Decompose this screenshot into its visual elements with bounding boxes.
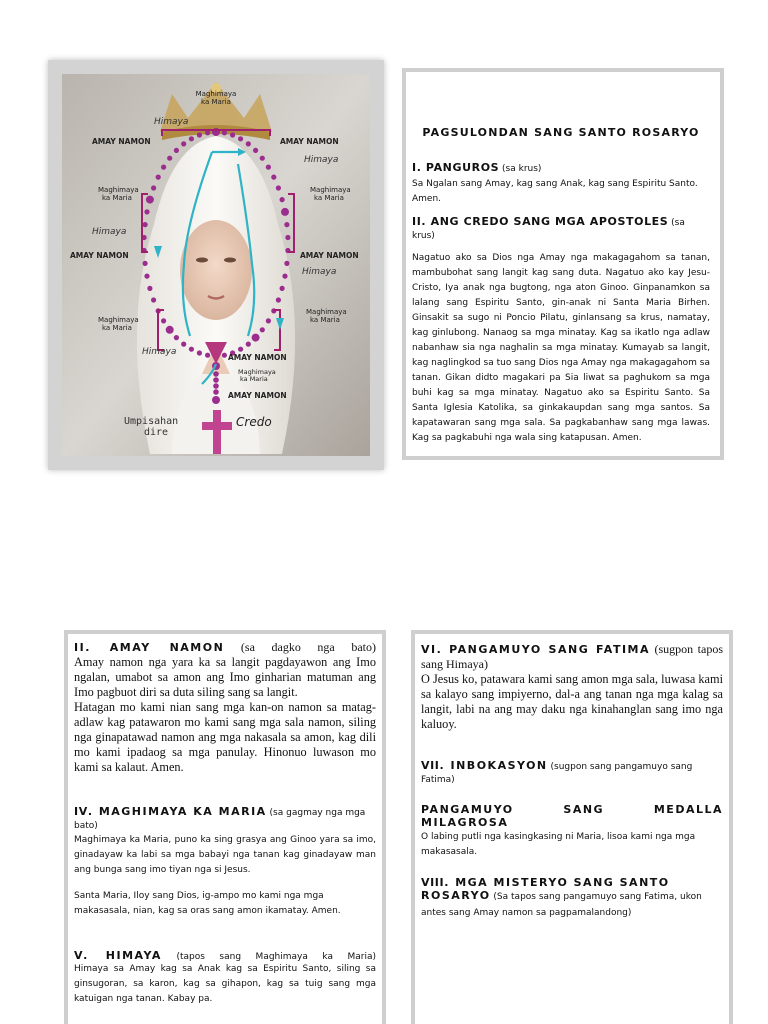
label-himaya-3: Himaya [92,227,127,237]
small-bead [271,175,276,180]
label-maghimaya-right: Maghimaya [310,186,351,194]
section-number: V [74,949,84,962]
large-bead [166,326,174,334]
tail-bead [213,383,219,389]
label-himaya-4: Himaya [302,267,337,277]
small-bead [260,156,265,161]
small-bead [144,209,149,214]
label-amay-namon-tail-1: AMAY NAMON [228,353,287,362]
label-amay-namon-right-1: AMAY NAMON [280,137,339,146]
small-bead [167,156,172,161]
label-amay-namon-right-2: AMAY NAMON [300,251,359,260]
right-eye-icon [224,258,236,263]
section-number: IV [74,805,88,818]
label-ka-maria-left: ka Maria [102,194,132,202]
tail-bead [213,377,219,383]
small-bead [151,185,156,190]
small-bead [276,297,281,302]
section-note: (sa krus) [412,218,685,241]
label-himaya-5: Himaya [142,347,177,357]
small-bead [205,353,210,358]
section-note: (sugpon tapos sang Himaya) [421,642,723,671]
small-bead [156,175,161,180]
section-medalla-heading: PANGAMUYO SANG MEDALLA MILAGROSA [421,803,723,829]
tail-bead [213,389,219,395]
prayers-panel-left [64,630,386,1024]
section-inbokasyon-heading [421,759,723,785]
section-title: . PANGUROS [416,161,500,174]
label-ka-maria-left-2: ka Maria [102,324,132,332]
label-maghimaya-left: Maghimaya [98,186,139,194]
section-note: (sa dagko nga bato) [224,640,376,654]
section-credo-heading [412,215,710,241]
section-title: . INBOKASYON [439,759,548,772]
tail-bead [213,371,219,377]
small-bead [230,132,235,137]
section-note: (sa krus) [499,164,542,174]
section-panguros-heading [412,161,710,174]
section-number: II [412,215,422,228]
large-bead [281,208,289,216]
section-number: VI [421,643,437,656]
section-credo-text: Nagatuo ako sa Dios nga Amay nga makagagahom sa tanan, mambubohat sang langit kag sang duta. Nagatuo ako kay Jesu-Cristo, Iya anak nga bugtong, nga aton Ginoo. Ginpanamkon sa lalang sang Espiritu Santo, gin-anak ni Santa Maria Birhen. Ginsakit sa sugo ni Poncio Pilatu, ginlansang sa krus, namatay, kag ginlubong. Nanaog sa mga minatay. Kag sa ikatlo nga adlaw nabanhaw sia nga naghalin sa mga minatay. Kumayab sa langit, kag naglingkod sa tuo sang Dios nga Amay nga makagagahom sa tanan. Gikan didto magakari pa Sia liwat sa paghukom sa mga buhi kag sa mga minatay. Nagatuo ako sa Espiritu Santo. Sa Santa Iglesia Katolika, sa ginkakaupdan sang mga santos. Sa kapatawaran sang mga sala. Sa pagkabanhaw sang mga lawas. Kag sa pagkabuhi nga wala sing katapusan. Amen. [412,253,710,443]
section-title: . ANG CREDO SANG MGA APOSTOLES [421,215,669,228]
section-title: . MAGHIMAYA KA MARIA [87,805,267,818]
small-bead [143,222,148,227]
small-bead [238,347,243,352]
section-title: . HIMAYA [83,949,162,962]
label-amay-namon-tail-2: AMAY NAMON [228,391,287,400]
face [180,220,252,320]
section-note: (Sa tapos sang pangamuyo sang Fatima, ukon antes sang Amay namon sa pagpamalandong) [421,892,702,918]
small-bead [144,274,149,279]
label-maghimaya-left-2: Maghimaya [98,316,139,324]
section-maghimaya-text-2: Santa Maria, Iloy sang Dios, ig-ampo mo kami nga mga makasasala, nian, kag sa oras sang amon ikamatay. Amen. [74,891,341,916]
small-bead [151,297,156,302]
small-bead [189,136,194,141]
small-bead [174,335,179,340]
label-maghimaya-tail: Maghimaya [238,368,276,376]
section-misteryo-heading [421,876,723,921]
label-ka-maria-top: ka Maria [201,98,231,106]
section-fatima-heading [421,642,723,672]
small-bead [253,148,258,153]
small-bead [197,350,202,355]
small-bead [284,222,289,227]
label-credo: Credo [236,415,272,429]
section-maghimaya-heading [74,805,376,831]
section-title: . PANGAMUYO SANG FATIMA [436,643,651,656]
rosary-guide-image [62,74,370,456]
small-bead [280,197,285,202]
small-bead [161,165,166,170]
small-bead [174,148,179,153]
small-bead [246,342,251,347]
rosary-guide-panel [402,68,724,460]
small-bead [197,132,202,137]
label-umpisahan: Umpisahan [124,416,179,427]
label-amay-namon-left-2: AMAY NAMON [70,251,129,260]
section-amay-namon-text-2: Hatagan mo kami nian sang mga kan-on namon sa matag-adlaw kag patawaron mo kami sang mga sala namon, siling nga ginapatawad namon ang mga nakasala sa amon, kag dili mo kami ipadaog sa mga panulay. Hinonuo luwason mo kami sa kalaut. Amen. [74,700,376,774]
small-bead [161,318,166,323]
section-note: (tapos sang Maghimaya ka Maria) [161,952,376,962]
tail-bead [212,396,220,404]
rosary-image-frame [48,60,384,470]
label-amay-namon-left-1: AMAY NAMON [92,137,151,146]
left-eye-icon [196,258,208,263]
label-dire: dire [144,427,169,438]
small-bead [143,261,148,266]
small-bead [276,185,281,190]
label-himaya-1: Himaya [154,117,189,127]
small-bead [246,141,251,146]
small-bead [266,165,271,170]
small-bead [147,286,152,291]
small-bead [284,261,289,266]
section-amay-namon-text-1: Amay namon nga yara ka sa langit pagdayawon ang Imo ngalan, umabot sa amon ang Imo ginharian matuman ang Imo pagbuot diri sa duta siling sang sa langit. [74,655,376,699]
section-title: . AMAY NAMON [85,641,225,654]
large-bead [146,196,154,204]
prayers-panel-right [411,630,733,1024]
section-note: (sugpon sang pangamuyo sang Fatima) [421,762,693,785]
small-bead [282,274,287,279]
section-fatima-text: O Jesus ko, patawara kami sang amon mga sala, luwasa kami sa kalayo sang impiyerno, dal-a ang tanan nga mga kalag sa langit, labi na ang may daku nga kinahanglan sang imo nga kaluoy. [421,672,723,731]
small-bead [285,235,290,240]
small-bead [222,353,227,358]
label-maghimaya-top: Maghimaya [195,90,237,98]
small-bead [189,347,194,352]
section-medalla-text: O labing putli nga kasingkasing ni Maria, lisoa kami nga mga makasasala. [421,832,696,857]
small-bead [280,286,285,291]
section-number: VII [421,759,440,772]
small-bead [266,318,271,323]
section-number: II [74,641,86,654]
small-bead [181,342,186,347]
section-himaya-text: Himaya sa Amay kag sa Anak kag sa Espiritu Santo, siling sa ginsugoran, sa karon, kag sa gihapon, kag sa tuig sang mga katuigan nga tanan. Kabay pa. [74,964,376,1004]
section-amay-namon-heading [74,640,376,655]
section-maghimaya-text-1: Maghimaya ka Maria, puno ka sing grasya ang Ginoo yara sa imo, ginadayaw ka labi sa mga babayi nga tanan kag ginadayaw man ang bunga sang imo tiyan nga si Jesus. [74,835,376,875]
small-bead [181,141,186,146]
small-bead [260,327,265,332]
section-note: (sa gagmay nga mga bato) [74,808,366,831]
section-number: VIII [421,876,445,889]
section-panguros-text: Sa Ngalan sang Amay, kag sang Anak, kag sang Espiritu Santo. Amen. [412,179,698,204]
label-ka-maria-right: ka Maria [314,194,344,202]
label-ka-maria-right-2: ka Maria [310,316,340,324]
label-ka-maria-tail: ka Maria [240,375,268,383]
section-number: I [412,161,417,174]
label-maghimaya-right-2: Maghimaya [306,308,347,316]
section-title: . MGA MISTERYO SANG SANTO ROSARYO [421,876,670,902]
section-himaya-heading [74,949,376,962]
large-bead [252,334,260,342]
small-bead [238,136,243,141]
document-title: PAGSULONDAN SANG SANTO ROSARYO [422,126,700,139]
label-himaya-2: Himaya [304,155,339,165]
